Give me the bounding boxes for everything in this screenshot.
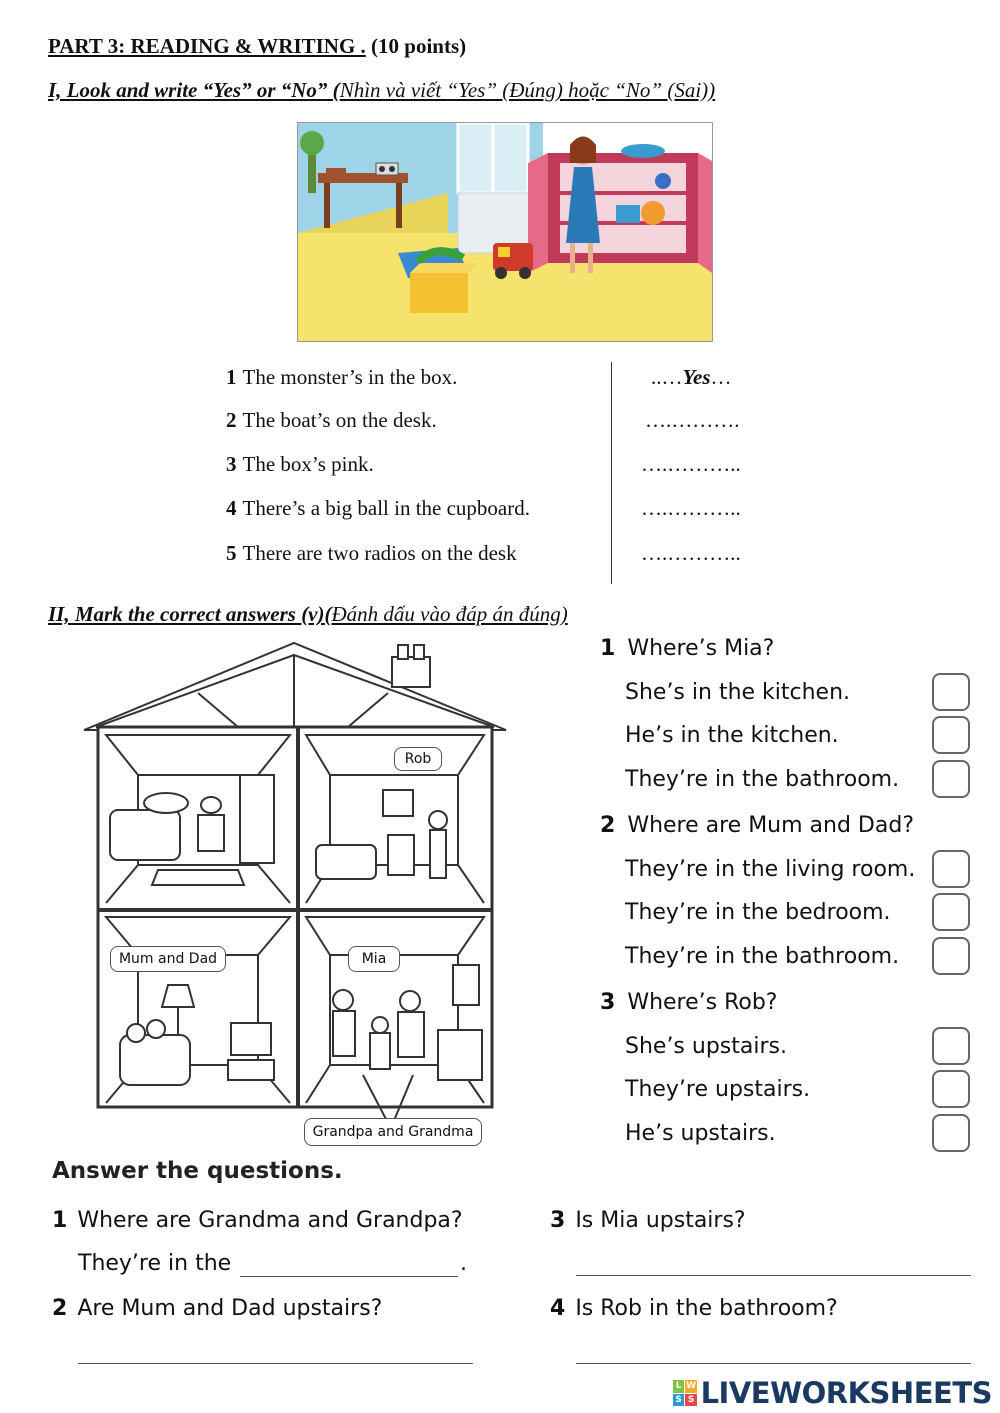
question-number: 4 [550, 1296, 566, 1321]
section2-title-vi: Đánh dấu vào đáp án đúng) [331, 602, 568, 626]
divider-line [611, 362, 612, 584]
q3-option-1: She’s upstairs. [625, 1034, 787, 1059]
q1-checkbox-3[interactable] [932, 760, 970, 798]
q2-option-3: They’re in the bathroom. [625, 944, 900, 969]
question-text: Where’s Rob? [627, 990, 778, 1015]
answer-value: Yes [682, 365, 711, 389]
part-title-text: PART 3: READING & WRITING . [48, 34, 366, 58]
statement-number: 4 [226, 496, 237, 520]
statement-1 [226, 365, 457, 390]
answer-field-2[interactable]: ….………. [645, 408, 740, 432]
answer-line-1[interactable] [240, 1276, 458, 1277]
statement-text: There’s a big ball in the cupboard. [242, 496, 530, 520]
room-scene-image [297, 122, 713, 342]
statement-3 [226, 452, 374, 477]
question-text: Where are Grandma and Grandpa? [77, 1208, 463, 1233]
section2-title [48, 602, 568, 627]
q2-checkbox-2[interactable] [932, 893, 970, 931]
question-2 [600, 813, 914, 838]
answer-questions-title: Answer the questions. [52, 1158, 343, 1184]
answer-line-4[interactable] [576, 1363, 971, 1364]
question-3 [600, 990, 778, 1015]
q3-checkbox-2[interactable] [932, 1070, 970, 1108]
q2-option-2: They’re in the bedroom. [625, 900, 891, 925]
house-illustration [48, 635, 532, 1147]
question-number: 2 [600, 813, 616, 838]
logo-text: LIVEWORKSHEETS [700, 1376, 992, 1410]
statement-2 [226, 408, 437, 433]
question-number: 3 [550, 1208, 566, 1233]
question-number: 1 [52, 1208, 68, 1233]
question-text: Is Mia upstairs? [575, 1208, 746, 1233]
prompt-period: . [460, 1251, 467, 1276]
written-question-2 [52, 1296, 382, 1321]
q1-checkbox-1[interactable] [932, 673, 970, 711]
statement-text: The box’s pink. [242, 452, 374, 476]
q1-checkbox-2[interactable] [932, 716, 970, 754]
section2-title-en: II, Mark the correct answers (v)( [48, 602, 332, 626]
part-title [48, 34, 466, 59]
statement-number: 1 [226, 365, 237, 389]
answer-field-1[interactable] [651, 365, 732, 390]
logo-mark-letter: W [686, 1381, 696, 1391]
house-label-mum-dad: Mum and Dad [110, 946, 226, 972]
statement-5 [226, 541, 517, 566]
question-number: 3 [600, 990, 616, 1015]
logo-mark-letter: S [673, 1394, 685, 1407]
answer-dots: ..… [651, 365, 683, 389]
answer-dots: … [710, 365, 732, 389]
q2-checkbox-3[interactable] [932, 937, 970, 975]
house-drawing [48, 635, 532, 1147]
answer-field-3[interactable]: ….……….. [641, 452, 741, 476]
q3-option-2: They’re upstairs. [625, 1077, 811, 1102]
section1-title [48, 78, 715, 103]
q2-option-1: They’re in the living room. [625, 857, 916, 882]
statement-text: There are two radios on the desk [242, 541, 517, 565]
part-points: (10 points) [371, 34, 467, 58]
q3-option-3: He’s upstairs. [625, 1121, 776, 1146]
question-1 [600, 636, 774, 661]
answer-field-5[interactable]: ….……….. [641, 541, 741, 565]
question-text: Where are Mum and Dad? [627, 813, 914, 838]
q2-checkbox-1[interactable] [932, 850, 970, 888]
section1-title-vi: Nhìn và viết “Yes” (Đúng) hoặc “No” (Sai)) [339, 78, 716, 102]
question-text: Is Rob in the bathroom? [575, 1296, 838, 1321]
q1-option-2: He’s in the kitchen. [625, 723, 839, 748]
house-label-grandparents: Grandpa and Grandma [304, 1118, 482, 1146]
room-scene-illustration [298, 123, 712, 341]
liveworksheets-logo [673, 1376, 992, 1410]
logo-mark-icon [673, 1380, 697, 1406]
section1-title-en: I, Look and write “Yes” or “No” ( [48, 78, 340, 102]
question-text: Are Mum and Dad upstairs? [77, 1296, 383, 1321]
house-label-rob: Rob [394, 747, 442, 771]
q1-option-1: She’s in the kitchen. [625, 680, 851, 705]
statement-number: 5 [226, 541, 237, 565]
question-number: 2 [52, 1296, 68, 1321]
statement-number: 3 [226, 452, 237, 476]
written-question-4 [550, 1296, 838, 1321]
written-question-3 [550, 1208, 746, 1233]
answer-field-4[interactable]: ….……….. [641, 496, 741, 520]
statement-text: The boat’s on the desk. [242, 408, 437, 432]
written-prompt-1: They’re in the [78, 1251, 232, 1276]
statement-4 [226, 496, 530, 521]
q3-checkbox-1[interactable] [932, 1027, 970, 1065]
q3-checkbox-3[interactable] [932, 1114, 970, 1152]
question-text: Where’s Mia? [627, 636, 775, 661]
answer-line-3[interactable] [576, 1275, 971, 1276]
statement-text: The monster’s in the box. [242, 365, 458, 389]
logo-mark-letter: S [685, 1394, 697, 1407]
statement-number: 2 [226, 408, 237, 432]
logo-mark-letter: L [673, 1380, 685, 1393]
house-label-mia: Mia [348, 946, 400, 972]
q1-option-3: They’re in the bathroom. [625, 767, 900, 792]
question-number: 1 [600, 636, 616, 661]
answer-line-2[interactable] [78, 1363, 473, 1364]
written-question-1 [52, 1208, 463, 1233]
